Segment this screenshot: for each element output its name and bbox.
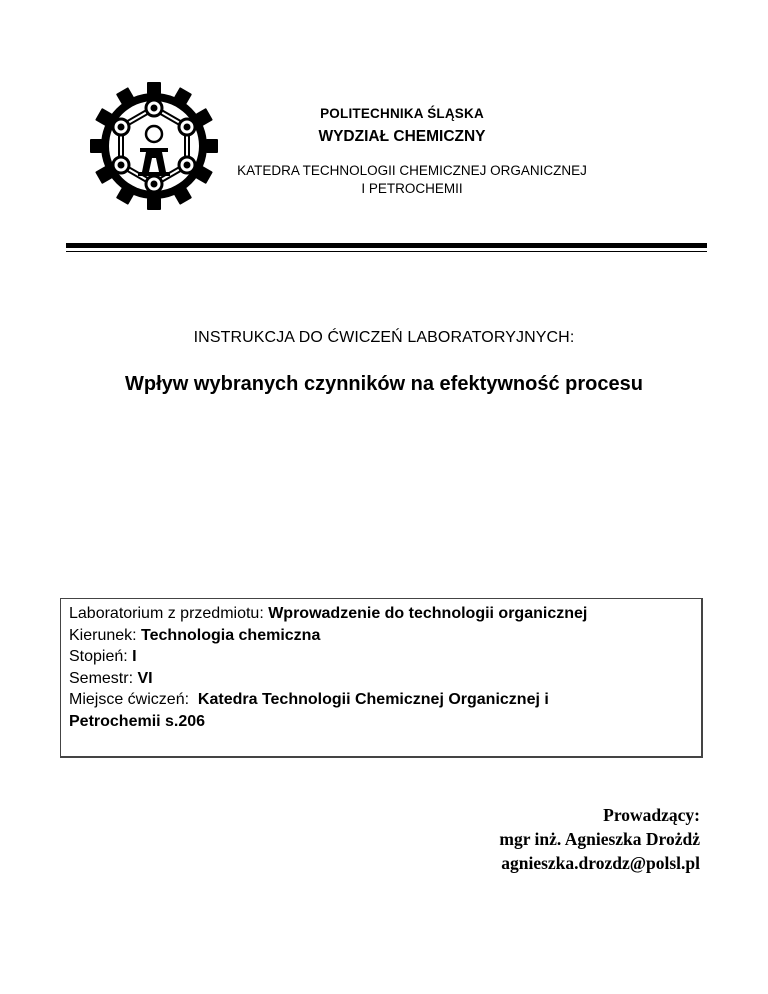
place-value-line2: Petrochemii s.206 — [69, 712, 206, 730]
place-label: Miejsce ćwiczeń: — [69, 691, 198, 708]
instruction-heading: INSTRUKCJA DO ĆWICZEŃ LABORATORYJNYCH: — [193, 329, 575, 346]
supervisor-label: Prowadzący: — [603, 805, 700, 825]
university-name: POLITECHNIKA ŚLĄSKA — [320, 106, 484, 121]
semester-value: VI — [137, 669, 153, 687]
field-label: Kierunek: — [69, 626, 142, 644]
field-row — [69, 625, 701, 647]
field-value: Technologia chemiczna — [141, 626, 321, 644]
place-row — [69, 689, 701, 711]
semester-row — [69, 668, 701, 690]
department-name-line1: KATEDRA TECHNOLOGII CHEMICZNEJ ORGANICZNEJ — [237, 163, 587, 178]
degree-value: I — [132, 648, 137, 665]
header-divider-thin — [66, 251, 707, 252]
supervisor-email: agnieszka.drozdz@polsl.pl — [501, 853, 700, 873]
subject-value: Wprowadzenie do technologii organicznej — [268, 605, 588, 622]
faculty-name: WYDZIAŁ CHEMICZNY — [318, 128, 486, 145]
course-info-box — [60, 598, 703, 758]
department-name-line2: I PETROCHEMII — [361, 181, 463, 196]
supervisor-block — [499, 803, 700, 875]
header-divider-thick — [66, 243, 707, 248]
supervisor-name: mgr inż. Agnieszka Drożdż — [499, 829, 700, 849]
place-row-continued — [69, 711, 701, 733]
degree-label: Stopień: — [69, 648, 133, 665]
semester-label: Semestr: — [69, 669, 138, 687]
subject-label: Laboratorium z przedmiotu: — [69, 605, 269, 622]
degree-row — [69, 646, 701, 668]
document-title: Wpływ wybranych czynników na efektywność procesu — [125, 373, 643, 395]
place-value-line1: Katedra Technologii Chemicznej Organicznej i — [197, 691, 549, 708]
subject-row — [69, 603, 701, 625]
